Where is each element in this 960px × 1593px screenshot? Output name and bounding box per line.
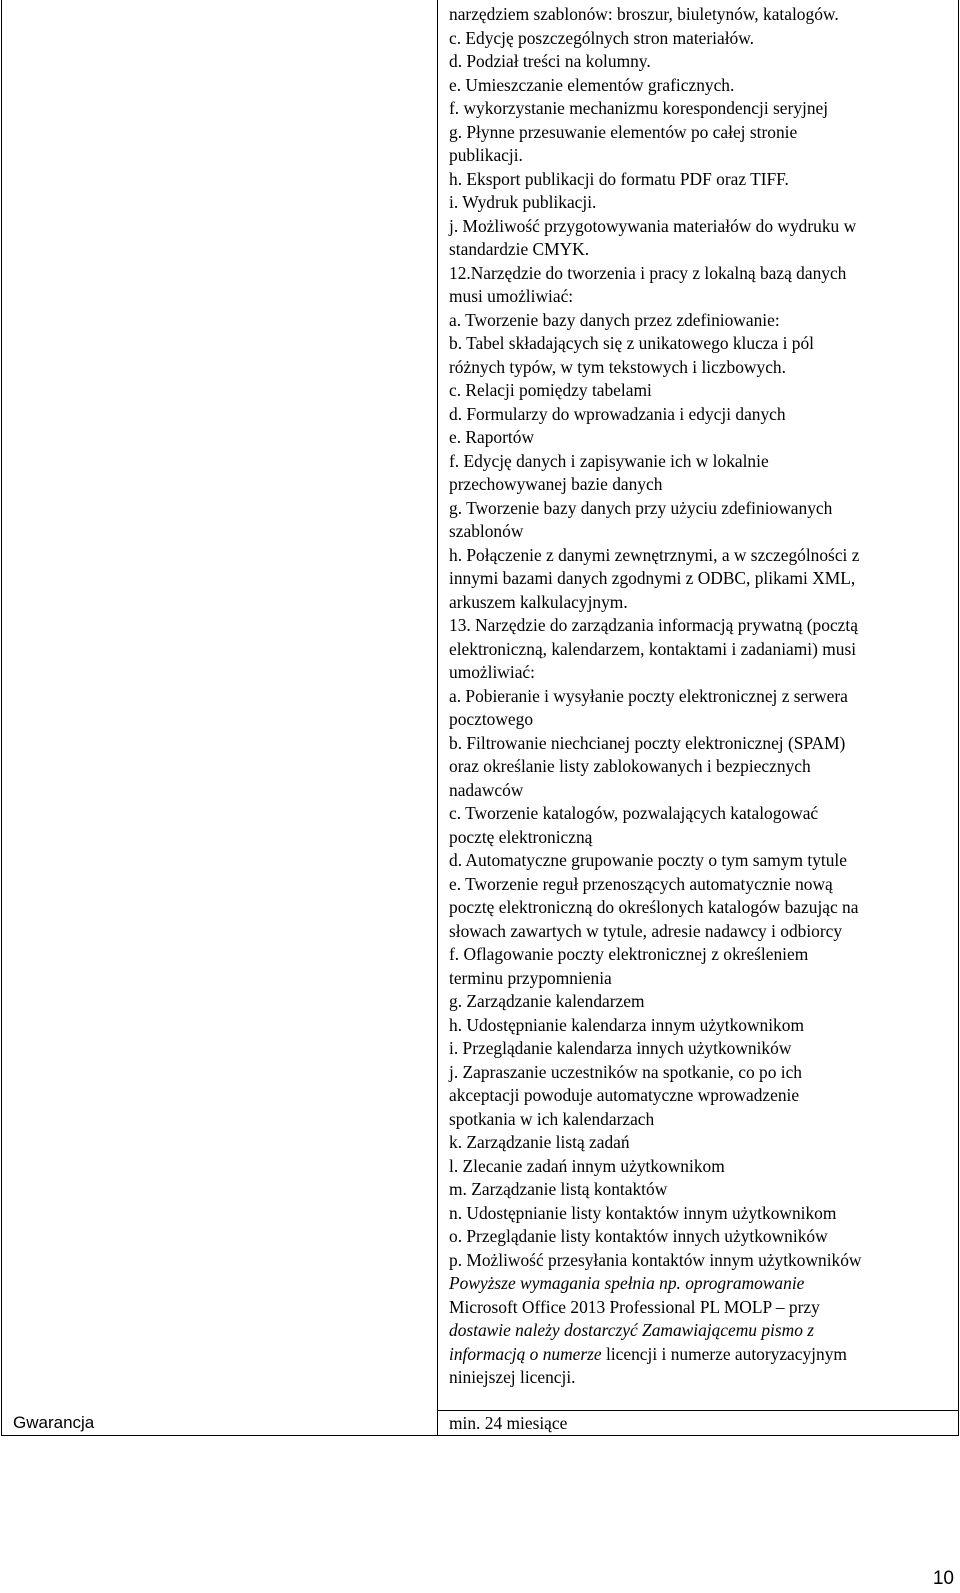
requirement-line: c. Tworzenie katalogów, pozwalających katalogować (449, 803, 819, 823)
warranty-label-cell (2, 1411, 438, 1436)
requirement-line: h. Udostępnianie kalendarza innym użytkownikom (449, 1014, 804, 1035)
requirement-line: o. Przeglądanie listy kontaktów innych użytkowników (449, 1226, 828, 1246)
requirements-label-cell (2, 0, 438, 1411)
warranty-row (2, 1411, 959, 1436)
requirement-line: elektroniczną, kalendarzem, kontaktami i zadaniami) musi (449, 638, 857, 659)
requirement-line: innymi bazami danych zgodnymi z ODBC, plikami XML, (449, 568, 856, 588)
requirement-line: j. Możliwość przygotowywania materiałów do wydruku w (449, 215, 857, 236)
requirement-line: niniejszej licencji. (449, 1367, 576, 1387)
requirement-line: nadawców (449, 779, 524, 800)
warranty-label: Gwarancja (13, 1413, 95, 1432)
requirement-line: słowach zawartych w tytule, adresie nadawcy i odbiorcy (449, 920, 843, 941)
requirement-line: l. Zlecanie zadań innym użytkownikom (449, 1155, 725, 1176)
requirement-line: d. Podział treści na kolumny. (449, 51, 651, 71)
requirement-line: szablonów (449, 521, 524, 541)
requirement-line: f. wykorzystanie mechanizmu korespondencji seryjnej (449, 98, 829, 118)
requirement-line: i. Przeglądanie kalendarza innych użytkowników (449, 1038, 792, 1058)
requirement-line: b. Filtrowanie niechcianej poczty elektronicznej (SPAM) (449, 732, 846, 753)
requirements-row (2, 0, 959, 1411)
requirement-line (449, 1343, 952, 1367)
requirement-line: f. Edycję danych i zapisywanie ich w lokalnie (449, 450, 769, 471)
requirements-value-cell (438, 0, 959, 1411)
requirement-line: k. Zarządzanie listą zadań (449, 1132, 630, 1152)
requirement-line: d. Automatyczne grupowanie poczty o tym samym tytule (449, 850, 847, 870)
requirement-line: p. Możliwość przesyłania kontaktów innym użytkowników (449, 1249, 862, 1270)
requirement-line: musi umożliwiać: (449, 286, 574, 306)
requirement-line: 12.Narzędzie do tworzenia i pracy z lokalną bazą danych (449, 262, 847, 283)
requirement-line: e. Umieszczanie elementów graficznych. (449, 74, 735, 95)
requirement-line: b. Tabel składających się z unikatowego klucza i pól (449, 333, 814, 353)
requirement-line: Microsoft Office 2013 Professional PL MOLP – przy (449, 1296, 820, 1317)
requirement-line: m. Zarządzanie listą kontaktów (449, 1179, 668, 1199)
requirement-line-segment: informacją o numerze (449, 1343, 602, 1364)
requirement-line: h. Eksport publikacji do formatu PDF oraz TIFF. (449, 168, 789, 189)
requirement-line: 13. Narzędzie do zarządzania informacją prywatną (pocztą (449, 615, 858, 635)
requirement-line: pocztę elektroniczną do określonych katalogów bazując na (449, 897, 859, 917)
requirement-line: g. Tworzenie bazy danych przy użyciu zdefiniowanych (449, 497, 833, 518)
requirement-line: a. Tworzenie bazy danych przez zdefiniowanie: (449, 309, 780, 330)
requirement-line: d. Formularzy do wprowadzania i edycji danych (449, 403, 786, 424)
requirement-line: c. Edycję poszczególnych stron materiałów. (449, 27, 755, 48)
requirement-line: g. Zarządzanie kalendarzem (449, 991, 645, 1011)
requirement-line: terminu przypomnienia (449, 967, 612, 988)
requirement-line: spotkania w ich kalendarzach (449, 1108, 655, 1129)
requirement-line: e. Raportów (449, 427, 535, 447)
requirement-line: umożliwiać: (449, 662, 535, 682)
requirement-line: oraz określanie listy zablokowanych i bezpiecznych (449, 756, 811, 776)
requirement-line: pocztowego (449, 709, 534, 729)
requirement-line: e. Tworzenie reguł przenoszących automatycznie nową (449, 873, 833, 894)
requirement-line: f. Oflagowanie poczty elektronicznej z określeniem (449, 944, 809, 964)
requirements-text (438, 0, 958, 1390)
requirement-line: arkuszem kalkulacyjnym. (449, 591, 628, 612)
requirement-line: narzędziem szablonów: broszur, biuletynów, katalogów. (449, 4, 839, 24)
specification-table (1, 0, 959, 1436)
requirement-line: przechowywanej bazie danych (449, 474, 663, 494)
requirement-line: g. Płynne przesuwanie elementów po całej stronie (449, 121, 798, 142)
warranty-value: min. 24 miesiące (449, 1413, 568, 1433)
requirement-line: publikacji. (449, 145, 523, 165)
requirement-line: dostawie należy dostarczyć Zamawiającemu pismo z (449, 1320, 815, 1340)
requirement-line: pocztę elektroniczną (449, 826, 593, 847)
requirement-line: i. Wydruk publikacji. (449, 192, 597, 212)
requirement-line-segment: licencji i numerze autoryzacyjnym (601, 1343, 847, 1364)
requirement-line: Powyższe wymagania spełnia np. oprogramowanie (449, 1273, 805, 1293)
requirement-line: n. Udostępnianie listy kontaktów innym użytkownikom (449, 1202, 837, 1223)
requirement-line: różnych typów, w tym tekstowych i liczbowych. (449, 356, 786, 377)
page-number: 10 (932, 1568, 954, 1589)
requirement-line: h. Połączenie z danymi zewnętrznymi, a w szczególności z (449, 544, 860, 565)
warranty-value-cell (438, 1411, 959, 1436)
requirement-line: j. Zapraszanie uczestników na spotkanie, co po ich (449, 1061, 803, 1082)
requirement-line: c. Relacji pomiędzy tabelami (449, 380, 652, 400)
requirement-line: akceptacji powoduje automatyczne wprowadzenie (449, 1085, 800, 1105)
requirement-line: standardzie CMYK. (449, 239, 590, 259)
requirement-line: a. Pobieranie i wysyłanie poczty elektronicznej z serwera (449, 685, 848, 706)
